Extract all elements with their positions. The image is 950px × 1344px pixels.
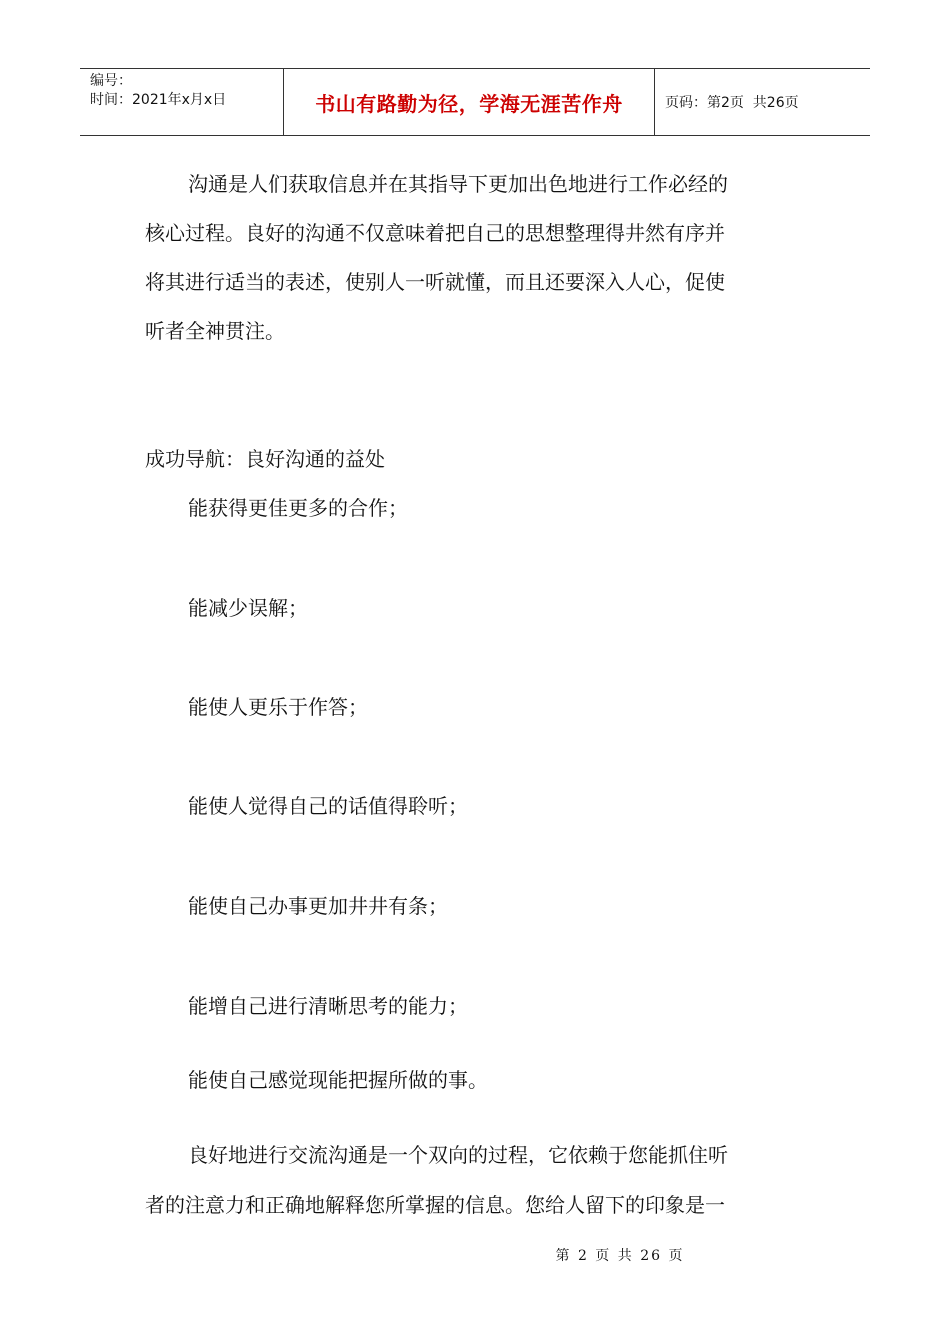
paragraph-1-line-3: 将其进行适当的表述，使别人一听就懂，而且还要深入人心，促使 [145,270,725,294]
benefit-item: 能使自己感觉现能把握所做的事。 [188,1068,488,1092]
benefit-item: 能增自己进行清晰思考的能力； [188,994,468,1018]
document-time-label: 时间：2021年x月x日 [90,92,227,108]
paragraph-1-line-4: 听者全神贯注。 [145,319,285,343]
paragraph-2-line-2: 者的注意力和正确地解释您所掌握的信息。您给人留下的印象是一 [145,1193,725,1217]
footer-page-number: 第 2 页 共 26 页 [555,1248,685,1264]
section-title: 成功导航：良好沟通的益处 [145,447,385,471]
benefit-item: 能使人觉得自己的话值得聆听； [188,794,468,818]
benefit-item: 能获得更佳更多的合作； [188,496,408,520]
header-motto: 书山有路勤为径，学海无涯苦作舟 [283,69,655,135]
benefit-item: 能使人更乐于作答； [188,695,368,719]
page-footer [0,1245,950,1265]
document-number-label: 编号： [90,73,132,89]
benefit-item: 能使自己办事更加井井有条； [188,894,448,918]
page-info-text: 页码：第2页 共26页 [665,95,799,111]
paragraph-1-line-1: 沟通是人们获取信息并在其指导下更加出色地进行工作必经的 [188,172,728,196]
page-header [80,68,870,136]
header-meta [80,69,283,135]
paragraph-2-line-1: 良好地进行交流沟通是一个双向的过程，它依赖于您能抓住听 [188,1143,728,1167]
benefit-item: 能减少误解； [188,596,308,620]
header-page-info [655,69,870,135]
paragraph-1-line-2: 核心过程。良好的沟通不仅意味着把自己的思想整理得井然有序并 [145,221,725,245]
